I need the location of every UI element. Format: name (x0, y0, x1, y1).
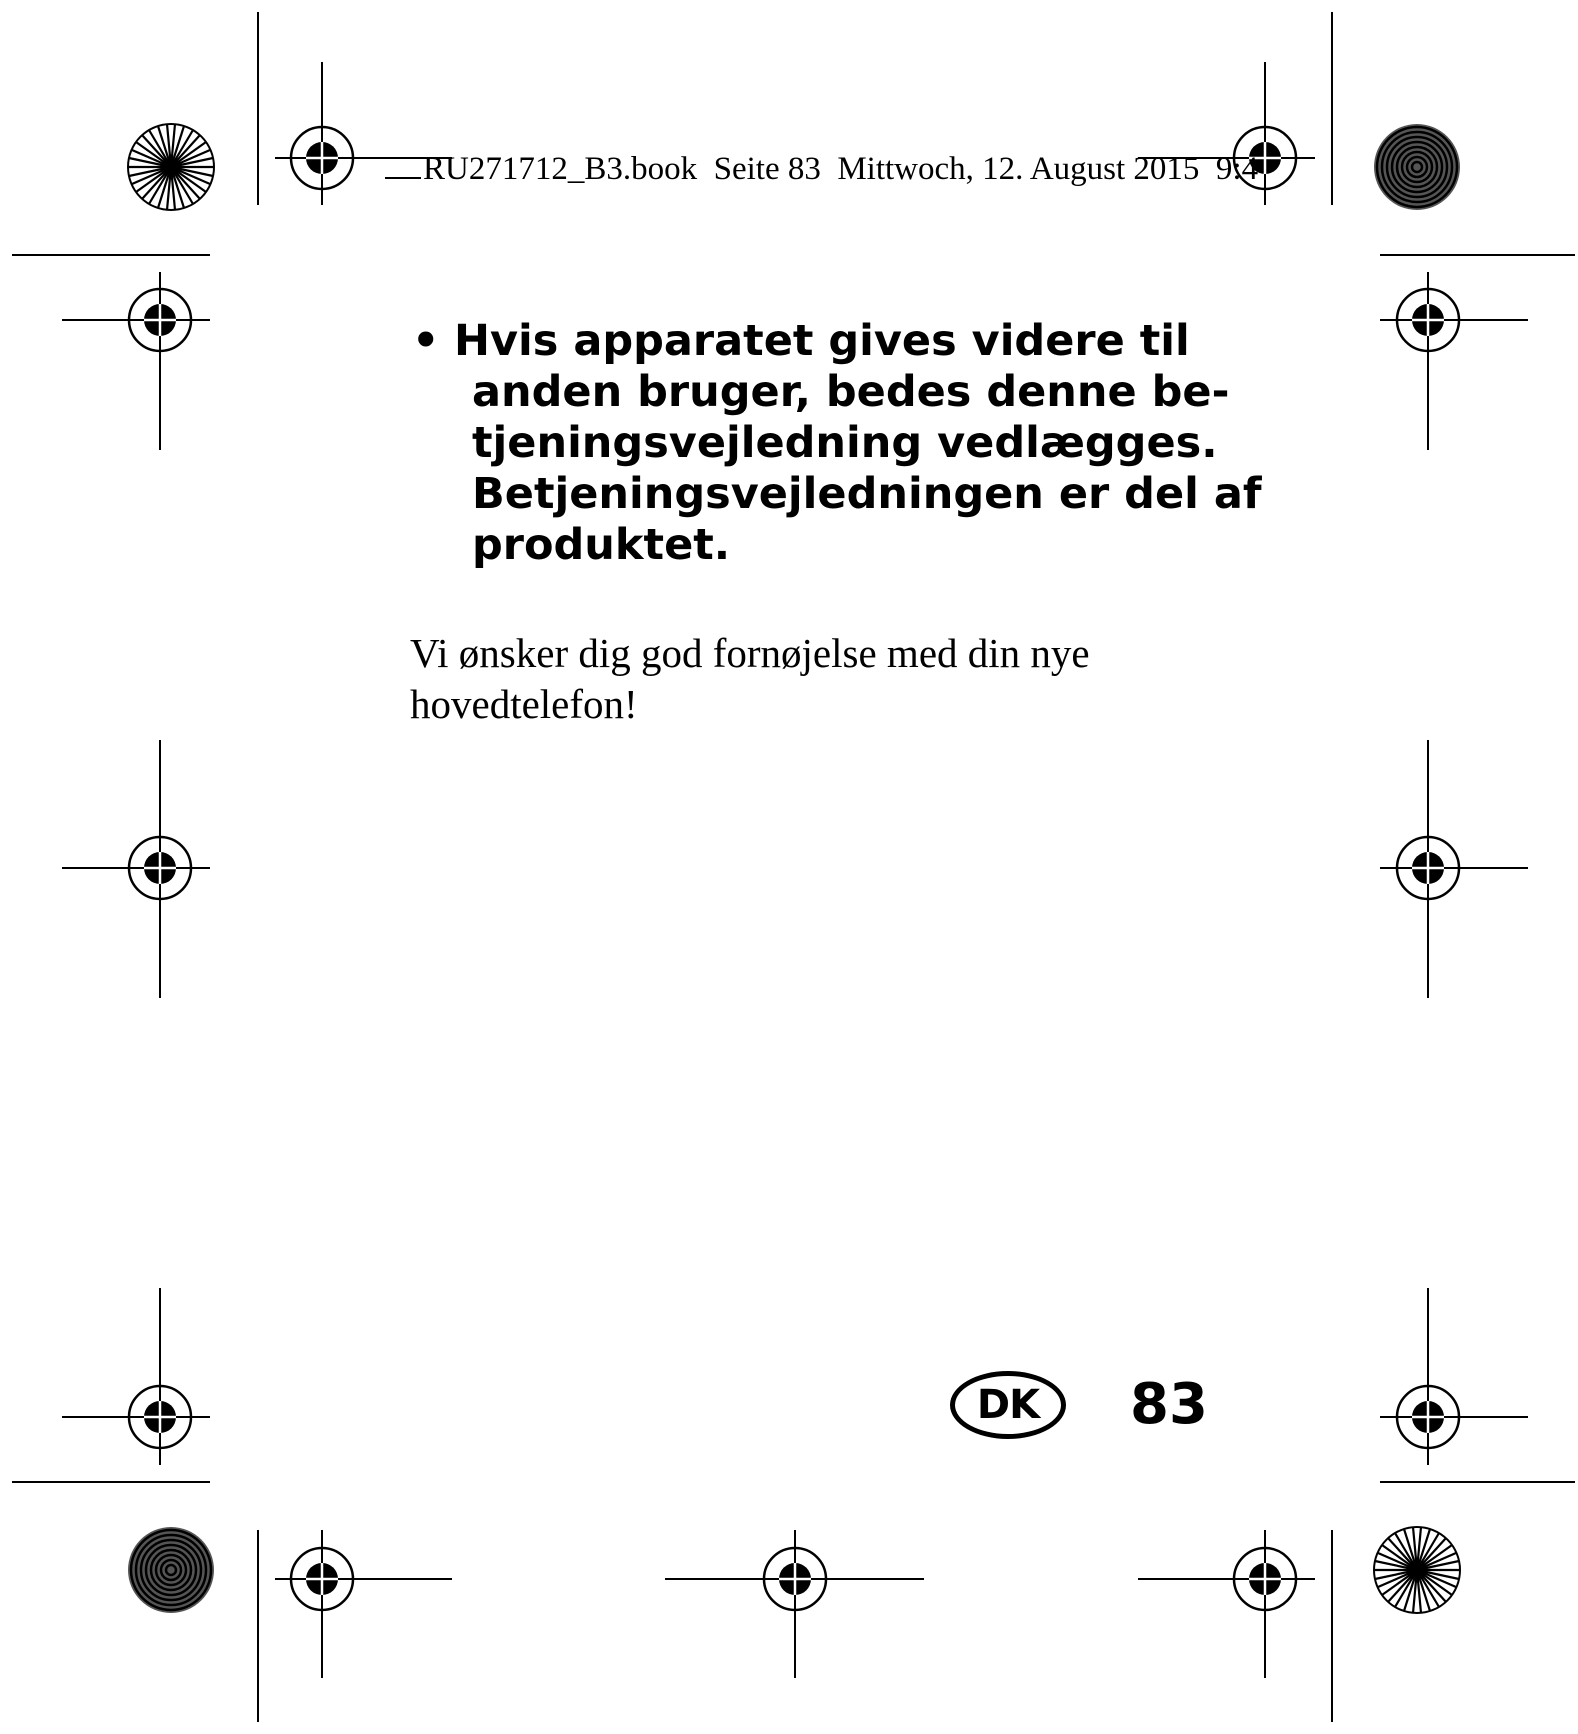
print-slug-text: RU271712_B3.book Seite 83 Mittwoch, 12. August 2015 9:4 (423, 151, 1259, 187)
bullet-note (412, 316, 1262, 571)
page-number: 83 (1130, 1372, 1208, 1437)
slug-underline (385, 177, 421, 179)
bullet-note-text (454, 316, 1262, 571)
bullet-note-line: Betjeningsvejledningen er del af (472, 469, 1262, 519)
bullet-note-line: produktet. (472, 520, 731, 570)
print-slug-header (385, 153, 1258, 186)
bullet-symbol: • (412, 316, 440, 366)
bullet-note-line: tjeningsvejledning vedlægges. (472, 418, 1218, 468)
country-code-badge: DK (950, 1371, 1066, 1439)
closing-paragraph (410, 628, 1170, 730)
bullet-note-line: anden bruger, bedes denne be- (472, 367, 1230, 417)
closing-line: hovedtelefon! (410, 681, 638, 727)
closing-line: Vi ønsker dig god fornøjelse med din nye (410, 630, 1090, 676)
bullet-note-line: Hvis apparatet gives videre til (454, 316, 1190, 366)
